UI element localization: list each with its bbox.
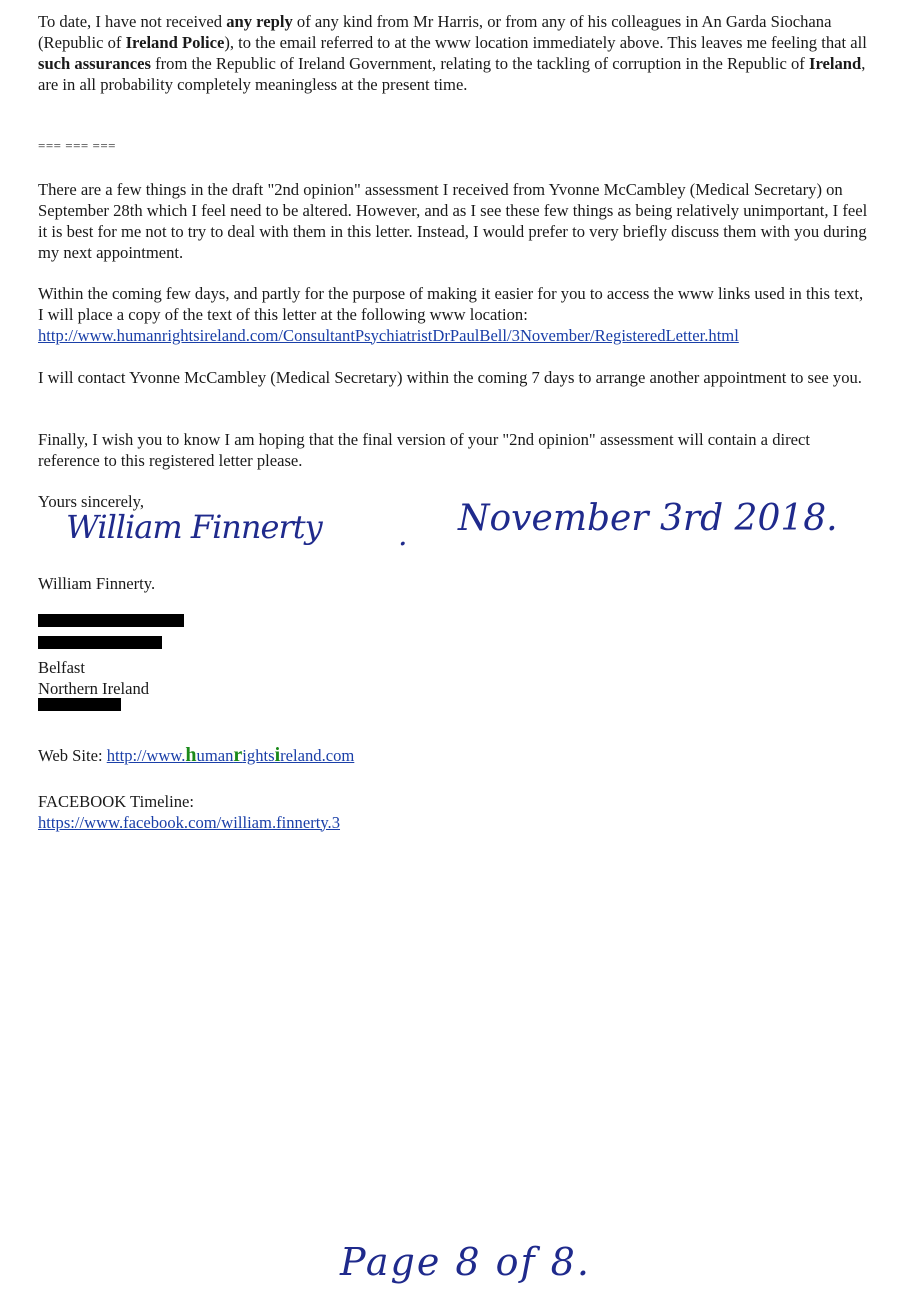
handwritten-page-number: Page 8 of 8. <box>340 1240 591 1284</box>
url-part: reland.com <box>280 745 355 765</box>
url-part: ights <box>242 745 275 765</box>
redaction-bar <box>38 636 162 649</box>
redaction-bar <box>38 614 184 627</box>
url-highlight-letter: i <box>274 743 281 766</box>
website-link[interactable] <box>106 743 355 766</box>
paragraph-web-copy <box>38 283 870 346</box>
facebook-link[interactable]: https://www.facebook.com/william.finnerty.3 <box>38 812 341 832</box>
address-city: Belfast <box>38 657 86 677</box>
section-separator: === === === <box>38 138 116 153</box>
bold-run: Ireland <box>808 53 862 73</box>
letter-copy-link[interactable]: http://www.humanrightsireland.com/ConsultantPsychiatristDrPaulBell/3November/RegisteredLetter.html <box>38 325 739 345</box>
text-run: of any kind from Mr Harris, or from any of his colleagues in An Garda Siochana (Republic of <box>38 11 832 52</box>
url-part: http://www. <box>106 745 186 765</box>
text-run: , are in all probability completely meaningless at the present time. <box>38 53 866 94</box>
website-line <box>38 745 870 766</box>
url-highlight-letter: r <box>233 743 243 766</box>
facebook-label: FACEBOOK Timeline: <box>38 791 194 811</box>
paragraph-contact-secretary: I will contact Yvonne McCambley (Medical Secretary) within the coming 7 days to arrange another appointment to see you. <box>38 367 862 387</box>
typed-name: William Finnerty. <box>38 573 156 593</box>
redaction-bar <box>38 698 121 711</box>
bold-run: such assurances <box>38 53 151 73</box>
website-label: Web Site: <box>38 745 107 765</box>
closing-salutation: Yours sincerely, <box>38 491 145 511</box>
url-highlight-letter: h <box>185 743 197 766</box>
text-run: To date, I have not received <box>38 11 227 31</box>
text-run: Within the coming few days, and partly for the purpose of making it easier for you to access the www links used in this text, I will place a copy of the text of this letter at the following www location: <box>38 283 864 324</box>
url-part: uman <box>196 745 234 765</box>
bold-run: Ireland Police <box>125 32 225 52</box>
bold-run: any reply <box>226 11 293 31</box>
text-run: from the Republic of Ireland Government, relating to the tackling of corruption in the Republic of <box>150 53 809 73</box>
handwritten-date: November 3rd 2018. <box>458 498 838 539</box>
facebook-block <box>38 791 870 833</box>
paragraph-final-request: Finally, I wish you to know I am hoping that the final version of your "2nd opinion" assessment will contain a direct reference to this registered letter please. <box>38 429 810 470</box>
handwritten-signature: William Finnerty <box>66 508 322 546</box>
signature-dot: . <box>398 518 408 553</box>
address-region: Northern Ireland <box>38 678 150 698</box>
paragraph-draft-assessment: There are a few things in the draft "2nd opinion" assessment I received from Yvonne McCambley (Medical Secretary) on September 28th which I feel need to be altered. However, and as I see these few things as being relatively unimportant, I feel it is best for me not to try to deal with them in this letter. Instead, I would prefer to very briefly discuss them with you during my next appointment. <box>38 179 868 262</box>
text-run: ), to the email referred to at the www location immediately above. This leaves me feeling that all <box>224 32 867 52</box>
paragraph-reply-status <box>38 11 870 95</box>
